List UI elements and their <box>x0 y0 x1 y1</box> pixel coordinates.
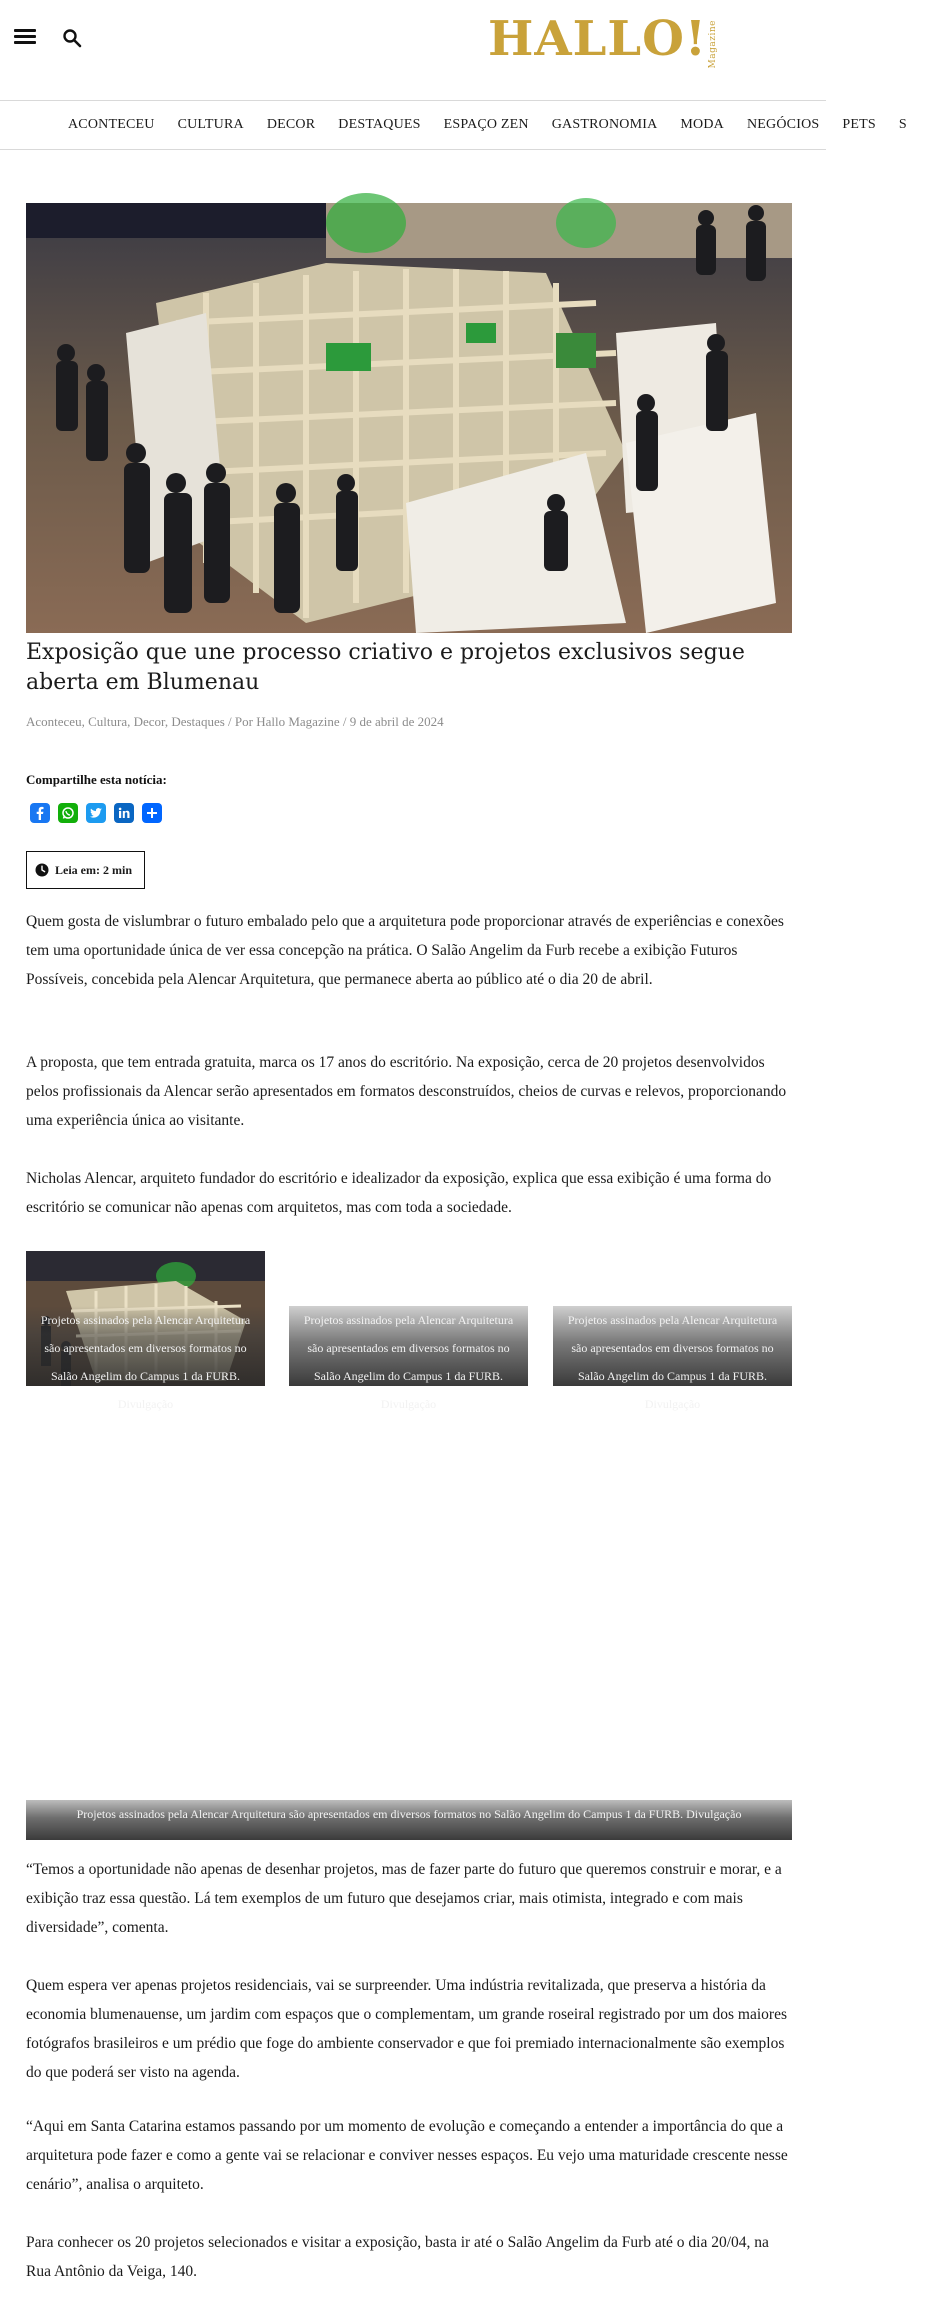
read-time-text: Leia em: 2 min <box>55 862 132 877</box>
article-paragraph: Para conhecer os 20 projetos selecionados e visitar a exposição, basta ir até o Salão Angelim da Furb até o dia 20/04, na Rua Antônio da Veiga, 140. <box>26 2234 769 2280</box>
main-image-caption: Projetos assinados pela Alencar Arquitetura são apresentados em diversos formatos no Salão Angelim do Campus 1 da FURB. Divulgação <box>26 1800 792 1840</box>
nav-item-aconteceu[interactable]: ACONTECEU <box>68 117 155 132</box>
nav-item-espaco-zen[interactable]: ESPAÇO ZEN <box>443 117 529 132</box>
category-link-destaques[interactable]: Destaques <box>171 714 225 729</box>
hamburger-menu-icon[interactable] <box>14 26 36 48</box>
search-icon[interactable] <box>62 28 84 50</box>
article-title: Exposição que une processo criativo e projetos exclusivos segue aberta em Blumenau <box>26 640 745 695</box>
gallery-thumbnail[interactable] <box>289 1251 528 1411</box>
category-link-aconteceu[interactable]: Aconteceu <box>26 714 82 729</box>
facebook-icon[interactable] <box>30 803 50 823</box>
gallery-thumbnail[interactable] <box>553 1251 792 1411</box>
article-paragraph: A proposta, que tem entrada gratuita, marca os 17 anos do escritório. Na exposição, cerca de 20 projetos desenvolvidos pelos profissionais da Alencar serão apresentados em formatos desconstruídos, cheios de curvas e relevos, proporcionando uma experiência única ao visitante. <box>26 1054 787 1129</box>
article-paragraph: “Temos a oportunidade não apenas de desenhar projetos, mas de fazer parte do futuro que queremos construir e morar, e a exibição traz essa questão. Lá tem exemplos de um futuro que desejamos criar, mais otimista, integrado e com mais diversidade”, comenta. <box>26 1861 782 1936</box>
article-meta <box>26 714 792 730</box>
hero-image <box>26 203 792 633</box>
nav-item-decor[interactable]: DECOR <box>266 117 316 132</box>
share-buttons <box>30 803 170 823</box>
nav-item-cultura[interactable]: CULTURA <box>177 117 244 132</box>
gallery-caption: Projetos assinados pela Alencar Arquitetura são apresentados em diversos formatos no Salão Angelim do Campus 1 da FURB. Divulgação <box>553 1306 792 1386</box>
nav-item-destaques[interactable]: DESTAQUES <box>338 117 421 132</box>
gallery-caption: Projetos assinados pela Alencar Arquitetura são apresentados em diversos formatos no Salão Angelim do Campus 1 da FURB. Divulgação <box>26 1306 265 1386</box>
meta-comma: , <box>164 714 172 729</box>
meta-separator: / <box>224 714 235 729</box>
twitter-icon[interactable] <box>86 803 106 823</box>
nav-item-gastronomia[interactable]: GASTRONOMIA <box>551 117 658 132</box>
linkedin-icon[interactable] <box>114 803 134 823</box>
category-link-cultura[interactable]: Cultura <box>88 714 128 729</box>
read-time-badge <box>26 851 145 889</box>
logo-subtext: Magazine <box>707 20 718 69</box>
meta-comma: , <box>127 714 134 729</box>
article-paragraph: Nicholas Alencar, arquiteto fundador do escritório e idealizador da exposição, explica que essa exibição é uma forma do escritório se comunicar não apenas com arquitetos, mas com toda a sociedade. <box>26 1170 772 1216</box>
gallery-thumbnail[interactable] <box>26 1251 265 1411</box>
article-paragraph: “Aqui em Santa Catarina estamos passando por um momento de evolução e começando a entender a importância do que a arquitetura pode fazer e como a gente vai se relacionar e conviver nesses espaços. Eu vejo uma maturidade crescente nesse cenário”, analisa o arquiteto. <box>26 2118 788 2193</box>
site-logo[interactable] <box>488 4 718 74</box>
gallery-caption: Projetos assinados pela Alencar Arquitetura são apresentados em diversos formatos no Salão Angelim do Campus 1 da FURB. Divulgação <box>289 1306 528 1386</box>
nav-item-pets[interactable]: PETS <box>842 117 876 132</box>
publish-date: 9 de abril de 2024 <box>349 714 444 729</box>
logo-text: HALLO! <box>488 11 707 67</box>
clock-icon <box>35 863 49 877</box>
nav-item-moda[interactable]: MODA <box>680 117 724 132</box>
site-header <box>0 0 826 100</box>
category-nav <box>0 100 907 150</box>
author-prefix: Por <box>234 714 253 729</box>
whatsapp-icon[interactable] <box>58 803 78 823</box>
share-label: Compartilhe esta notícia: <box>26 772 167 787</box>
share-icon[interactable] <box>142 803 162 823</box>
article-paragraph: Quem espera ver apenas projetos residenciais, vai se surpreender. Uma indústria revitalizada, que preserva a história da economia blumenauense, um jardim com espaços que o complementam, um grande roseiral registrado por um dos maiores fotógrafos brasileiros e um prédio que foge do ambiente conservador e que foi premiado internacionalmente são exemplos do que poderá ser visto na agenda. <box>26 1977 787 2081</box>
nav-item-negocios[interactable]: NEGÓCIOS <box>747 117 820 132</box>
nav-item-truncated[interactable]: S <box>898 117 907 132</box>
meta-separator: / <box>339 714 350 729</box>
article-paragraph: Quem gosta de vislumbrar o futuro embalado pelo que a arquitetura pode proporcionar através de experiências e conexões tem uma oportunidade única de ver essa concepção na prática. O Salão Angelim da Furb recebe a exibição Futuros Possíveis, concebida pela Alencar Arquitetura, que permanece aberta ao público até o dia 20 de abril. <box>26 913 784 988</box>
author-link[interactable]: Hallo Magazine <box>256 714 340 729</box>
meta-comma: , <box>81 714 89 729</box>
category-link-decor[interactable]: Decor <box>133 714 165 729</box>
